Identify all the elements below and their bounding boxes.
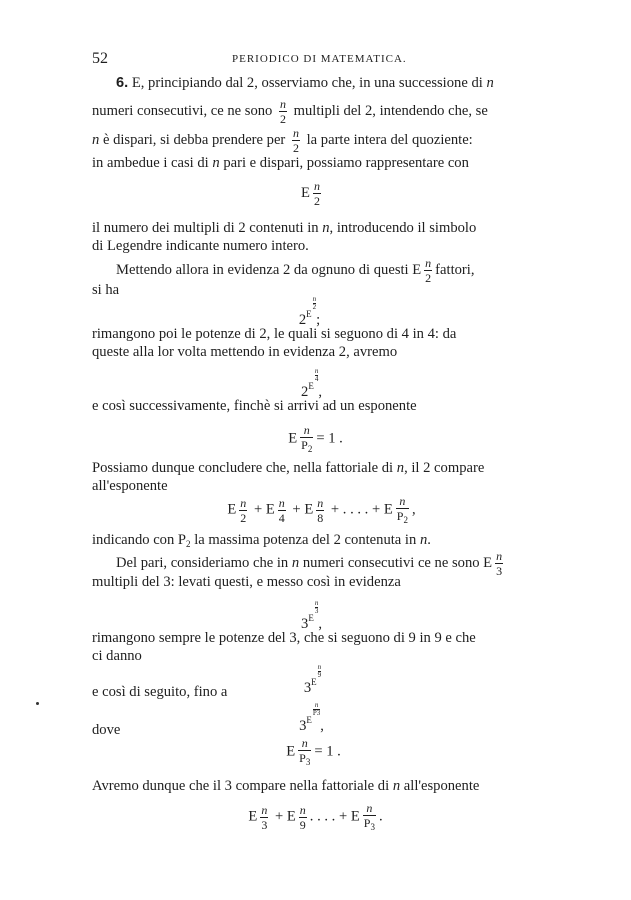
- equation-2-power-4: 2E $\frac{n}{4}$ ,: [301, 367, 322, 400]
- paragraph-line: Avremo dunque che il 3 compare nella fattoriale di n all'esponente: [92, 778, 480, 794]
- fraction-n-over-2: $\frac{n}{2}$: [292, 126, 299, 155]
- paragraph-line: queste alla lor volta mettendo in evidenza 2, avremo: [92, 344, 398, 360]
- paragraph-line: dove: [92, 722, 121, 738]
- equation-3-power-9: 3E $\frac{n}{9}$: [303, 663, 322, 696]
- paragraph-line: il numero dei multipli di 2 contenuti in n, introducendo il simbolo: [92, 220, 477, 236]
- equation-e-n-over-p2: E $\frac{n}{P_2}$ = 1 .: [288, 423, 343, 454]
- paragraph-line: Possiamo dunque concludere che, nella fattoriale di n, il 2 compare: [92, 460, 485, 476]
- equation-3-power-p3: 3E $\frac{n}{P3}$ ,: [299, 701, 324, 734]
- equation-sum-3: E $\frac{n}{3}$ + E $\frac{n}{9}$ . . . . + E $\frac{n}{P_3}$ .: [248, 801, 383, 832]
- page-number: 52: [92, 50, 108, 67]
- paragraph-line: Mettendo allora in evidenza 2 da ognuno di questi E $\frac{n}{2}$ fattori,: [116, 256, 475, 285]
- paragraph-line: all'esponente: [92, 478, 168, 494]
- equation-sum-2: E $\frac{n}{2}$ + E $\frac{n}{4}$ + E $\frac{n}{8}$ + . . . . + E $\frac{n}{P_2}$ ,: [227, 494, 416, 525]
- section-number: 6.: [116, 75, 129, 91]
- paragraph-line: n è dispari, si debba prendere per $\frac{n}{2}$ la parte intera del quoziente:: [92, 126, 473, 155]
- paragraph-line: numeri consecutivi, ce ne sono $\frac{n}{2}$ multipli del 2, intendendo che, se: [92, 97, 488, 126]
- running-title: PERIODICO DI MATEMATICA.: [232, 53, 407, 65]
- paragraph-line: indicando con $P_2$ la massima potenza del 2 contenuta in n.: [92, 532, 431, 549]
- paragraph-line: si ha: [92, 282, 120, 298]
- paragraph-line: in ambedue i casi di n pari e dispari, possiamo rappresentare con: [92, 155, 469, 171]
- paragraph-line: rimangono poi le potenze di 2, le quali si seguono di 4 in 4: da: [92, 326, 457, 342]
- equation-3-power: 3E $\frac{n}{3}$ ,: [301, 599, 322, 632]
- equation-e-n-over-p3: E $\frac{n}{P_3}$ = 1 .: [286, 736, 341, 767]
- paragraph-line: Del pari, consideriamo che in n numeri consecutivi ce ne sono E $\frac{n}{3}$: [116, 549, 503, 578]
- equation-2-power: 2E $\frac{n}{2}$ ;: [298, 295, 321, 328]
- paragraph-line: ci danno: [92, 648, 142, 664]
- fraction-n-over-2: $\frac{n}{2}$: [280, 97, 286, 126]
- paragraph-line: rimangono sempre le potenze del 3, che si seguono di 9 in 9 e che: [92, 630, 476, 646]
- paragraph-line: 6. E, principiando dal 2, osserviamo che, in una successione di n: [116, 75, 494, 91]
- equation-e-n-over-2: E $\frac{n}{2}$: [301, 179, 320, 208]
- paragraph-line: di Legendre indicante numero intero.: [92, 238, 309, 254]
- paragraph-line: e così di seguito, fino a: [92, 684, 228, 700]
- paragraph-line: multipli del 3: levati questi, e messo così in evidenza: [92, 574, 401, 590]
- paragraph-line: e così successivamente, finchè si arrivi ad un esponente: [92, 398, 417, 414]
